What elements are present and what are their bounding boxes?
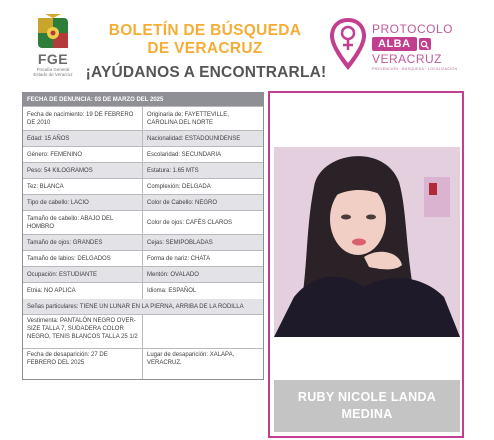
table-row (23, 251, 263, 267)
field-left: Tamaño de ojos: GRANDES (23, 235, 143, 250)
field-left: Tipo de cabello: LACIO (23, 195, 143, 210)
table-row (23, 267, 263, 283)
alba-label: ALBA (372, 37, 417, 51)
female-symbol-pin-icon (328, 16, 368, 72)
field-right: Idioma: ESPAÑOL (147, 288, 197, 294)
bulletin-title-line1: BOLETÍN DE BÚSQUEDA (108, 22, 302, 39)
table-row (23, 131, 263, 147)
field-right: Escolaridad: SECUNDARIA (147, 151, 222, 158)
field-right: Nacionalidad: ESTADOUNIDENSE (147, 135, 241, 142)
field-left: Peso: 54 KILOGRAMOS (23, 163, 143, 178)
table-row (23, 195, 263, 211)
field-right: Complexión: DELGADA (147, 183, 211, 190)
agency-state: Estado de Veracruz (33, 72, 73, 77)
portrait-illustration (274, 147, 460, 337)
field-left: Tez: BLANCA (23, 179, 143, 194)
field-left: Edad: 15 AÑOS (23, 131, 143, 146)
table-header-row (23, 93, 263, 107)
table-row (23, 147, 263, 163)
disappearance-date: Fecha de desaparición: 27 DE FEBRERO DEL 2025 (23, 349, 143, 379)
table-row (23, 299, 263, 315)
person-name-line1: RUBY NICOLE LANDA (297, 390, 437, 404)
particular-signs: Señas particulares: TIENE UN LUNAR EN LA PIERNA, ARRIBA DE LA RODILLA (27, 303, 244, 310)
clothing: Vestimenta: PANTALÓN NEGRO OVER-SIZE TALLA 7, SUDADERA COLOR NEGRO, TENIS BLANCOS TALLA 25 1/2 (23, 315, 143, 348)
report-date: FECHA DE DENUNCIA: 03 DE MARZO DEL 2025 (27, 96, 164, 103)
table-row (23, 163, 263, 179)
protocol-tagline: PREVENCIÓN · BÚSQUEDA · LOCALIZACIÓN (372, 67, 458, 71)
missing-person-info-table (22, 92, 264, 380)
table-row (23, 107, 263, 131)
empty-cell (143, 315, 263, 348)
photo-card (268, 91, 464, 438)
table-row (23, 349, 263, 379)
field-right: Originaria de: FAYETTEVILLE, CAROLINA DEL NORTE (147, 111, 229, 126)
missing-person-photo (274, 147, 460, 337)
table-row (23, 283, 263, 299)
table-row (23, 315, 263, 349)
veracruz-shield-icon (36, 12, 70, 50)
field-left: Etnia: NO APLICA (23, 283, 143, 299)
field-left: Género: FEMENINO (23, 147, 143, 162)
disappearance-place: Lugar de desaparición: XALAPA, VERACRUZ. (147, 352, 235, 366)
table-row (23, 235, 263, 251)
table-row (23, 211, 263, 235)
field-right: Estatura: 1.65 MTS (147, 167, 199, 174)
agency-name: Fiscalía General (36, 67, 70, 72)
protocol-label: PROTOCOLO (372, 22, 453, 36)
field-right: Forma de nariz: CHATA (147, 255, 211, 262)
bulletin-title-line2: DE VERACRUZ (147, 40, 263, 57)
help-banner: ¡AYÚDANOS A ENCONTRARLA! (85, 64, 327, 81)
field-right: Color de ojos: CAFÉS CLAROS (147, 219, 233, 226)
field-right: Cejas: SEMIPOBLADAS (147, 239, 213, 246)
field-left: Tamaño de cabello: ABAJO DEL HOMBRO (23, 211, 143, 234)
table-row (23, 179, 263, 195)
field-left: Tamaño de labios: DELGADOS (23, 251, 143, 266)
veracruz-label: VERACRUZ (372, 52, 443, 66)
search-icon (419, 38, 431, 50)
field-right: Color de Cabello: NEGRO (147, 199, 218, 206)
field-left: Ocupación: ESTUDIANTE (23, 267, 143, 282)
field-right: Mentón: OVALADO (147, 271, 199, 278)
person-name-line2: MEDINA (341, 407, 393, 421)
field-left: Fecha de nacimiento: 19 DE FEBRERO DE 2010 (23, 107, 143, 130)
protocolo-alba-logo (328, 16, 478, 76)
person-name-box (274, 380, 460, 432)
agency-abbr: FGE (37, 51, 69, 67)
fge-logo (18, 12, 88, 82)
